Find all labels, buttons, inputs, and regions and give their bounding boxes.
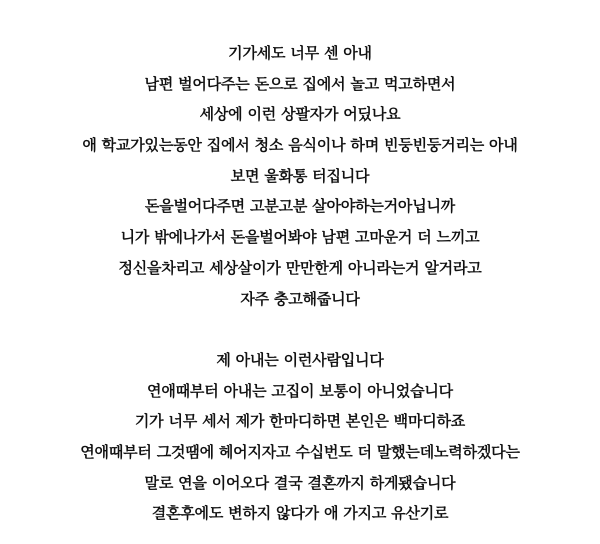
text-line: 자주 충고해줍니다 — [240, 289, 360, 308]
text-line: 애 학교가있는동안 집에서 청소 음식이나 하며 빈둥빈둥거리는 아내 — [82, 136, 518, 155]
text-line: 남편 벌어다주는 돈으로 집에서 놀고 먹고하면서 — [144, 74, 456, 93]
text-line: 돈을벌어다주면 고분고분 살아야하는거아닙니까 — [144, 197, 456, 216]
text-line: 정신을차리고 세상살이가 만만한게 아니라는거 알거라고 — [118, 258, 482, 277]
text-line: 말로 연을 이어오다 결국 결혼까지 하게됐습니다 — [144, 473, 456, 492]
text-line: 보면 울화통 터집니다 — [230, 166, 370, 185]
paragraph-1 — [0, 38, 600, 314]
text-line: 세상에 이런 상팔자가 어딨나요 — [199, 105, 401, 124]
text-line: 제 아내는 이런사람입니다 — [216, 351, 384, 369]
text-line: 연애때부터 아내는 고집이 보통이 아니었습니다 — [147, 381, 453, 400]
paragraph-2 — [0, 345, 600, 529]
text-line: 결혼후에도 변하지 않다가 애 가지고 유산기로 — [151, 504, 449, 523]
text-line: 기가 너무 세서 제가 한마디하면 본인은 백마디하죠 — [134, 412, 466, 431]
text-line: 기가세도 너무 센 아내 — [228, 44, 372, 62]
text-line: 니가 밖에나가서 돈을벌어봐야 남편 고마운거 더 느끼고 — [120, 228, 480, 247]
text-line: 연애때부터 그것땜에 헤어지자고 수십번도 더 말했는데노력하겠다는 — [80, 443, 520, 462]
